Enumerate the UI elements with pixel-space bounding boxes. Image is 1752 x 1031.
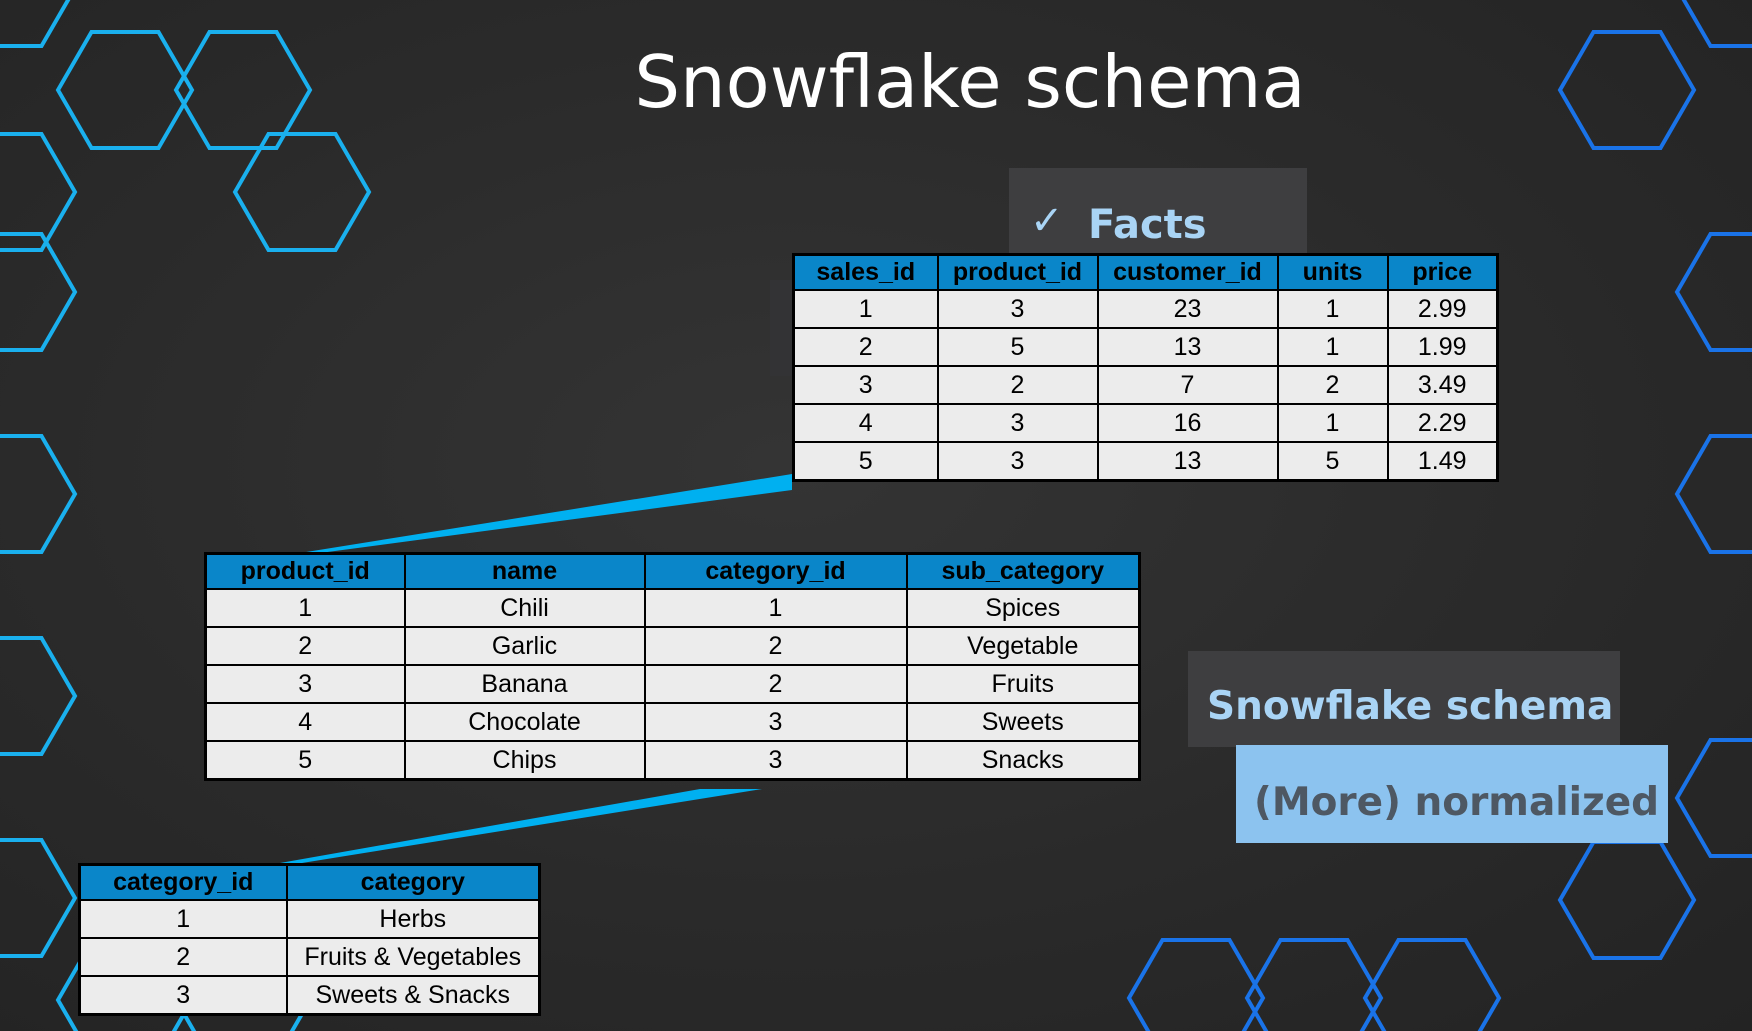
table-row (80, 938, 540, 976)
table-cell: 3 (794, 366, 938, 404)
table-cell: 1 (645, 589, 907, 627)
hexagon-shape (1129, 940, 1263, 1031)
table-cell: 23 (1098, 290, 1278, 328)
table-cell: 3 (938, 290, 1098, 328)
hexagon-shape (1677, 436, 1752, 552)
table-cell: 16 (1098, 404, 1278, 442)
column-header: price (1388, 255, 1498, 291)
table-cell: 3 (938, 442, 1098, 481)
table-cell: 2 (645, 627, 907, 665)
table-cell: Fruits (907, 665, 1140, 703)
column-header: category_id (645, 554, 907, 590)
table-header-row (206, 554, 1140, 590)
table-cell: Chocolate (405, 703, 645, 741)
table-cell: 3 (645, 703, 907, 741)
table-row (794, 290, 1498, 328)
table-cell: 2 (206, 627, 405, 665)
table-cell: Sweets (907, 703, 1140, 741)
table-cell: 2 (645, 665, 907, 703)
table-cell: 1.49 (1388, 442, 1498, 481)
table-row (206, 703, 1140, 741)
slide-title: Snowflake schema (634, 40, 1306, 124)
table-cell: 1.99 (1388, 328, 1498, 366)
hexagon-shape (176, 32, 310, 148)
table-cell: 4 (206, 703, 405, 741)
table-cell: 5 (938, 328, 1098, 366)
table-cell: 1 (1278, 328, 1388, 366)
column-header: product_id (206, 554, 405, 590)
table-cell: Spices (907, 589, 1140, 627)
hexagon-shape (1677, 234, 1752, 350)
table-cell: 2 (1278, 366, 1388, 404)
category-table (78, 863, 541, 1016)
table-row (80, 976, 540, 1015)
table-cell: 3 (80, 976, 287, 1015)
hexagon-shape (0, 840, 75, 956)
table-cell: 2 (80, 938, 287, 976)
table-row (794, 328, 1498, 366)
table-cell: 13 (1098, 328, 1278, 366)
table-cell: 1 (1278, 404, 1388, 442)
table-cell: 5 (1278, 442, 1388, 481)
table-cell: 13 (1098, 442, 1278, 481)
table-row (80, 900, 540, 938)
hexagon-shape (1560, 32, 1694, 148)
table-cell: Chips (405, 741, 645, 780)
table-row (206, 741, 1140, 780)
table-cell: 2.29 (1388, 404, 1498, 442)
table-cell: Herbs (287, 900, 540, 938)
product-table (204, 552, 1141, 781)
product-category-link (280, 789, 762, 863)
table-cell: 3 (938, 404, 1098, 442)
normalized-label: (More) normalized (1254, 780, 1660, 825)
facts-label: Facts (1088, 202, 1207, 248)
table-cell: Sweets & Snacks (287, 976, 540, 1015)
table-cell: 1 (206, 589, 405, 627)
table-cell: 3 (645, 741, 907, 780)
table-cell: 4 (794, 404, 938, 442)
hexagon-shape (0, 436, 75, 552)
table-cell: 2.99 (1388, 290, 1498, 328)
snowflake-schema-label: Snowflake schema (1207, 684, 1614, 729)
table-cell: 7 (1098, 366, 1278, 404)
facts-table (792, 253, 1499, 482)
table-cell: 1 (80, 900, 287, 938)
checkmark-icon: ✓ (1030, 198, 1064, 244)
column-header: sub_category (907, 554, 1140, 590)
table-cell: Vegetable (907, 627, 1140, 665)
table-row (206, 589, 1140, 627)
column-header: units (1278, 255, 1388, 291)
hexagon-shape (235, 134, 369, 250)
table-cell: Banana (405, 665, 645, 703)
column-header: sales_id (794, 255, 938, 291)
table-cell: 5 (794, 442, 938, 481)
hexagon-shape (1560, 842, 1694, 958)
column-header: category_id (80, 865, 287, 901)
hexagon-shape (1677, 740, 1752, 856)
table-row (206, 665, 1140, 703)
hexagon-shape (58, 32, 192, 148)
table-row (794, 404, 1498, 442)
table-cell: Chili (405, 589, 645, 627)
table-cell: 3.49 (1388, 366, 1498, 404)
table-row (794, 442, 1498, 481)
column-header: category (287, 865, 540, 901)
column-header: product_id (938, 255, 1098, 291)
table-header-row (794, 255, 1498, 291)
hexagon-shape (1247, 940, 1381, 1031)
table-cell: 5 (206, 741, 405, 780)
facts-product-link (300, 474, 792, 553)
hexagon-shape (0, 0, 75, 46)
column-header: name (405, 554, 645, 590)
table-cell: 2 (938, 366, 1098, 404)
hexagon-shape (1365, 940, 1499, 1031)
hexagon-shape (1677, 0, 1752, 46)
table-cell: 3 (206, 665, 405, 703)
table-row (794, 366, 1498, 404)
table-cell: Snacks (907, 741, 1140, 780)
table-cell: 1 (794, 290, 938, 328)
hexagon-shape (0, 638, 75, 754)
column-header: customer_id (1098, 255, 1278, 291)
table-cell: 1 (1278, 290, 1388, 328)
table-cell: 2 (794, 328, 938, 366)
table-cell: Garlic (405, 627, 645, 665)
table-row (206, 627, 1140, 665)
table-cell: Fruits & Vegetables (287, 938, 540, 976)
table-header-row (80, 865, 540, 901)
